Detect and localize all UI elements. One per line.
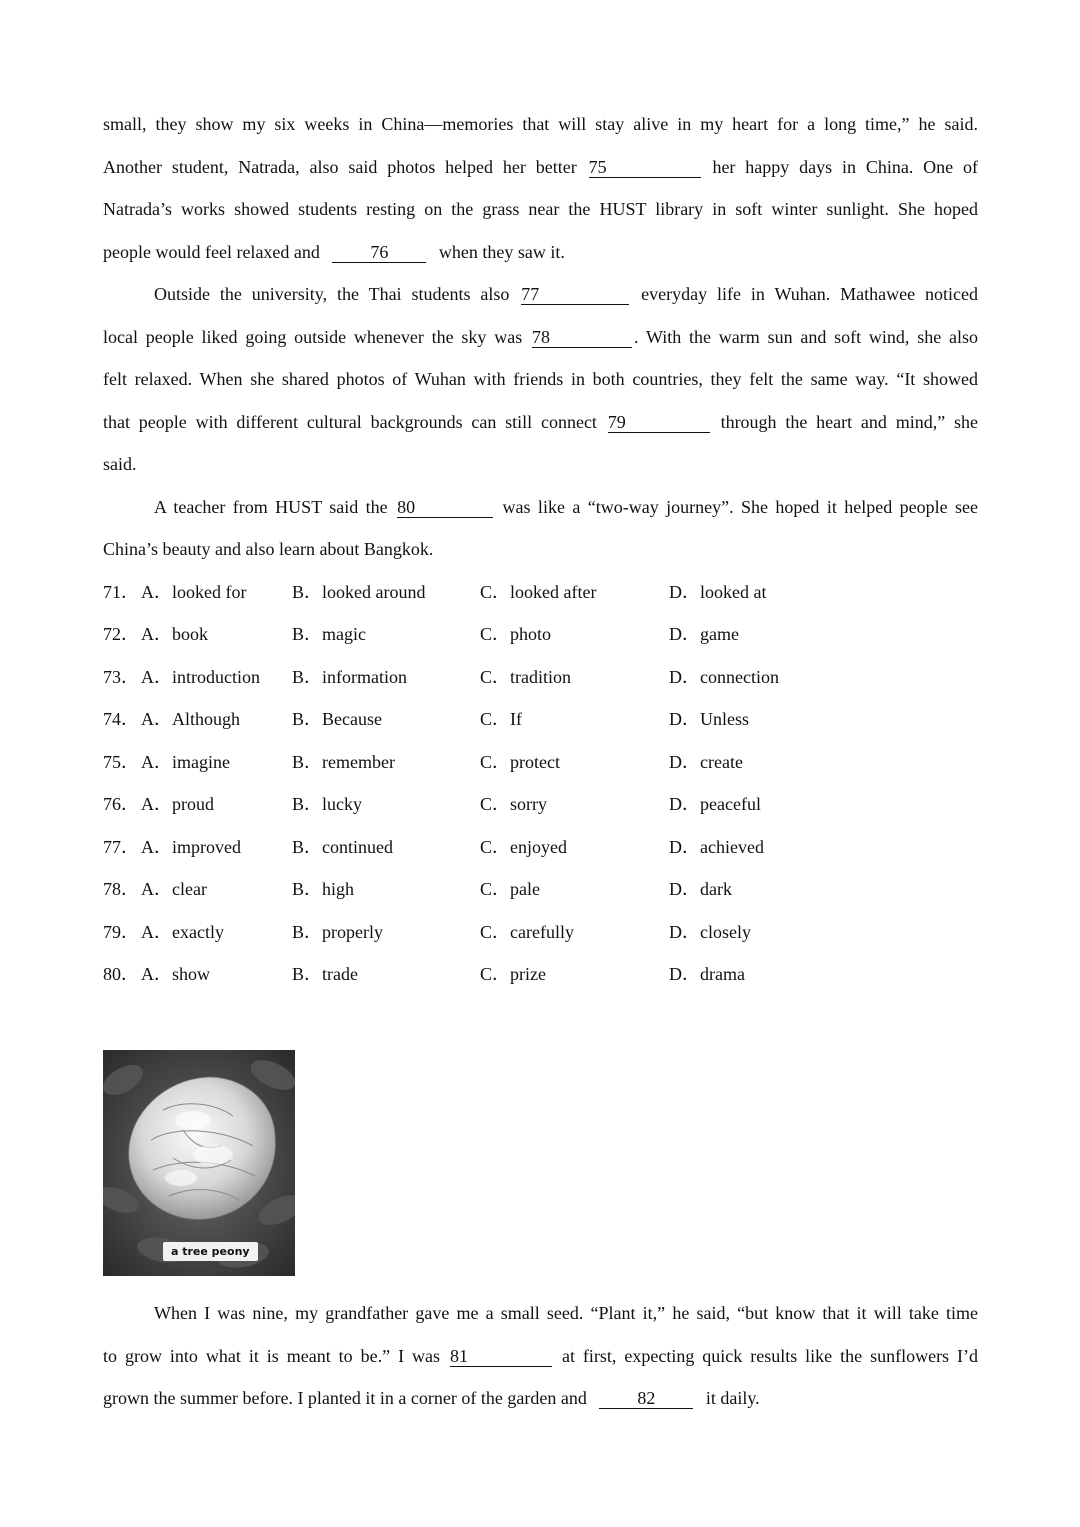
text-segment: that people with different cultural backgrounds can still connect [103, 411, 597, 432]
option-a[interactable]: A．introduction [141, 666, 260, 687]
option-b[interactable]: B．trade [292, 964, 358, 984]
text-segment: through the heart and mind,” she [720, 411, 978, 432]
passage-line [103, 316, 978, 359]
text-segment: Outside the university, the Thai students also [154, 284, 510, 304]
text-segment: when they saw it. [438, 241, 565, 262]
option-a[interactable]: A．clear [141, 879, 207, 899]
option-b[interactable]: B．remember [292, 751, 395, 772]
option-a[interactable]: A．imagine [141, 751, 230, 772]
passage-line: Natrada’s works showed students resting on the grass near the HUST library in soft winter sunlight. She hoped [103, 199, 978, 219]
question-number: 78． [103, 879, 139, 899]
text-segment: everyday life in Wuhan. Mathawee noticed [641, 284, 978, 304]
passage-one [103, 103, 978, 996]
option-d[interactable]: D．achieved [669, 836, 764, 857]
option-a[interactable]: A．proud [141, 794, 214, 814]
option-a[interactable]: A．book [141, 624, 208, 644]
option-d[interactable]: D．create [669, 751, 743, 772]
option-d[interactable]: D．looked at [669, 581, 767, 602]
option-c[interactable]: C．protect [480, 751, 560, 772]
question-number: 72． [103, 624, 139, 644]
blank-82[interactable]: 82 [599, 1388, 693, 1409]
option-b[interactable]: B．looked around [292, 581, 426, 602]
text-segment: was like a “two-way journey”. She hoped it helped people see [502, 496, 978, 517]
option-c[interactable]: C．prize [480, 964, 546, 984]
question-row [103, 783, 978, 826]
blank-81[interactable]: 81 [450, 1346, 552, 1367]
passage-line [103, 1335, 978, 1378]
blank-75[interactable]: 75 [589, 157, 701, 178]
option-a[interactable]: A．exactly [141, 921, 224, 942]
blank-76[interactable]: 76 [332, 242, 426, 263]
option-c[interactable]: C．If [480, 709, 522, 729]
question-row [103, 868, 978, 911]
option-c[interactable]: C．photo [480, 624, 552, 644]
option-b[interactable]: B．continued [292, 836, 393, 857]
blank-80[interactable]: 80 [397, 497, 493, 518]
option-a[interactable]: A．looked for [141, 581, 247, 602]
question-row [103, 911, 978, 954]
passage-line [103, 401, 978, 444]
text-segment: it daily. [705, 1388, 760, 1408]
option-c[interactable]: C．carefully [480, 921, 574, 942]
question-number: 77． [103, 836, 139, 857]
option-a[interactable]: A．Although [141, 709, 240, 729]
passage-line [103, 1377, 978, 1420]
text-segment: A teacher from HUST said the [154, 496, 388, 517]
text-segment: her happy days in China. One of [712, 156, 978, 177]
option-c[interactable]: C．looked after [480, 581, 597, 602]
option-d[interactable]: D．dark [669, 879, 732, 899]
option-d[interactable]: D．peaceful [669, 794, 761, 814]
passage-line [103, 231, 978, 274]
text-segment: Another student, Natrada, also said photos helped her better [103, 156, 577, 177]
question-row [103, 953, 978, 996]
photo-caption: a tree peony [163, 1242, 258, 1261]
passage-line: said. [103, 454, 137, 474]
passage-two [103, 1292, 978, 1420]
option-d[interactable]: D．closely [669, 921, 751, 942]
question-row [103, 741, 978, 784]
question-row [103, 826, 978, 869]
option-d[interactable]: D．connection [669, 666, 779, 687]
passage-line [103, 146, 978, 189]
option-d[interactable]: D．drama [669, 964, 745, 984]
option-a[interactable]: A．show [141, 964, 211, 984]
passage-line [103, 273, 978, 316]
option-c[interactable]: C．enjoyed [480, 836, 567, 857]
option-a[interactable]: A．improved [141, 836, 241, 857]
question-number: 76． [103, 794, 139, 814]
question-row [103, 613, 978, 656]
blank-78[interactable]: 78 [532, 327, 632, 348]
question-number: 71． [103, 581, 139, 602]
option-c[interactable]: C．pale [480, 879, 540, 899]
option-b[interactable]: B．information [292, 666, 407, 687]
option-c[interactable]: C．tradition [480, 666, 571, 687]
option-b[interactable]: B．lucky [292, 794, 362, 814]
tree-peony-photo [103, 1050, 295, 1276]
text-segment: local people liked going outside whenever the sky was [103, 326, 523, 347]
passage-line: When I was nine, my grandfather gave me a small seed. “Plant it,” he said, “but know that it will take time [154, 1303, 978, 1323]
option-c[interactable]: C．sorry [480, 794, 547, 814]
question-number: 79． [103, 921, 139, 942]
question-row [103, 698, 978, 741]
passage-line: felt relaxed. When she shared photos of Wuhan with friends in both countries, they felt the same way. “It showed [103, 369, 978, 389]
question-number: 73． [103, 666, 139, 687]
question-number: 74． [103, 709, 139, 729]
passage-line [103, 486, 978, 529]
text-segment: . With the warm sun and soft wind, she also [634, 326, 978, 347]
text-segment: grown the summer before. I planted it in a corner of the garden and [103, 1388, 587, 1408]
text-segment: at first, expecting quick results like the sunflowers I’d [561, 1345, 978, 1366]
option-b[interactable]: B．Because [292, 709, 382, 729]
question-row [103, 571, 978, 614]
passage-line: China’s beauty and also learn about Bangkok. [103, 539, 434, 559]
question-number: 80． [103, 964, 139, 984]
passage-line: small, they show my six weeks in China—memories that will stay alive in my heart for a long time,” he said. [103, 114, 978, 134]
blank-79[interactable]: 79 [608, 412, 710, 433]
question-row [103, 656, 978, 699]
option-b[interactable]: B．high [292, 879, 355, 899]
question-number: 75． [103, 751, 139, 772]
text-segment: people would feel relaxed and [103, 241, 320, 262]
option-b[interactable]: B．properly [292, 921, 383, 942]
text-segment: to grow into what it is meant to be.” I was [103, 1345, 441, 1366]
option-b[interactable]: B．magic [292, 624, 366, 644]
options-list [103, 571, 978, 996]
option-d[interactable]: D．Unless [669, 709, 749, 729]
blank-77[interactable]: 77 [521, 284, 629, 305]
option-d[interactable]: D．game [669, 624, 739, 644]
